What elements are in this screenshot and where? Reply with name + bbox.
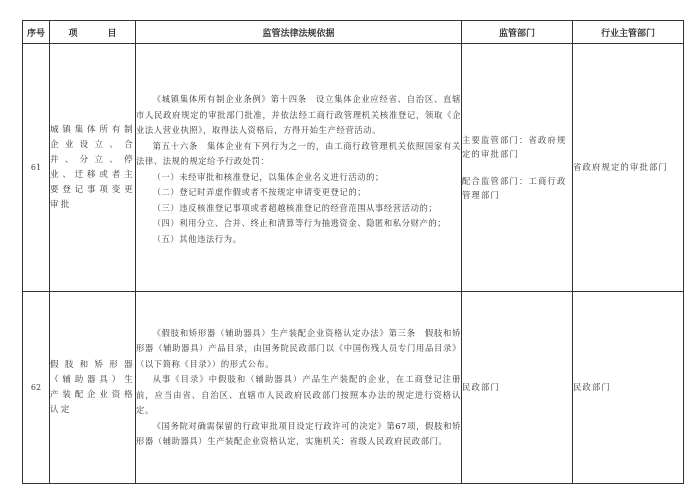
serial-number: 62 xyxy=(23,292,50,484)
header-item-char-2: 目 xyxy=(107,28,117,39)
header-item-char-1: 项 xyxy=(68,28,78,39)
basis-clause: （五）其他违法行为。 xyxy=(152,233,242,244)
legal-basis xyxy=(136,292,462,484)
regulation-table xyxy=(22,20,684,484)
serial-number: 61 xyxy=(23,44,50,292)
basis-clause: （三）违反核准登记事项或者超越核准登记的经营范围从事经营活动的； xyxy=(152,202,438,213)
industry-dept: 民政部门 xyxy=(573,292,684,484)
legal-basis xyxy=(136,44,462,292)
table-row xyxy=(23,44,684,292)
item-name: 假肢和矫形器（辅助器具）生产装配企业资格认定 xyxy=(50,292,136,484)
basis-paragraph: 《国务院对确需保留的行政审批项目设定行政许可的决定》第67项，假肢和矫形器（辅助器具）生产装配企业资格认定，实施机关：省级人民政府民政部门。 xyxy=(136,420,461,446)
basis-paragraph: 《假肢和矫形器（辅助器具）生产装配企业资格认定办法》第三条 假肢和矫形器（辅助器具）产品目录，由国务院民政部门以《中国伤残人员专门用品目录》（以下简称《目录》）的形式公布。 xyxy=(136,327,461,369)
header-item xyxy=(50,21,136,44)
header-supervising-dept: 监管部门 xyxy=(462,21,573,44)
supervising-dept xyxy=(462,44,573,292)
basis-clause: （二）登记时弄虚作假或者不按规定申请变更登记的； xyxy=(152,187,367,197)
industry-dept: 省政府规定的审批部门 xyxy=(573,44,684,292)
primary-supervisor: 民政部门 xyxy=(462,382,500,393)
header-legal-basis: 监管法律法规依据 xyxy=(136,21,462,44)
table-row xyxy=(23,292,684,484)
basis-paragraph: 第五十六条 集体企业有下列行为之一的，由工商行政管理机关依照国家有关法律、法规的规定给予行政处罚： xyxy=(136,140,461,166)
table-header-row xyxy=(23,21,684,44)
basis-paragraph: 从事《目录》中假肢和（辅助器具）产品生产装配的企业，在工商登记注册前，应当由省、自治区、直辖市人民政府民政部门按照本办法的规定进行资格认定。 xyxy=(136,374,461,415)
basis-clause: （一）未经审批和核准登记，以集体企业名义进行活动的； xyxy=(152,171,384,182)
header-industry-dept: 行业主管部门 xyxy=(573,21,684,44)
cooperating-supervisor: 配合监管部门：工商行政管理部门 xyxy=(462,175,567,200)
primary-supervisor: 主要监管部门：省政府规定的审批部门 xyxy=(462,134,567,159)
basis-paragraph: 《城镇集体所有制企业条例》第十四条 设立集体企业应经省、自治区、直辖市人民政府规定的审批部门批准，并依法经工商行政管理机关核准登记，领取《企业法人营业执照》，取得法人资格后，方得开始生产经营活动。 xyxy=(136,94,461,135)
item-name: 城镇集体所有制企业设立、合并、分立、停业、迁移或者主要登记事项变更审批 xyxy=(50,44,136,292)
header-serial-number: 序号 xyxy=(23,21,50,44)
basis-clause: （四）利用分立、合并、终止和清算等行为抽逃资金、隐匿和私分财产的； xyxy=(152,218,447,228)
supervising-dept xyxy=(462,292,573,484)
